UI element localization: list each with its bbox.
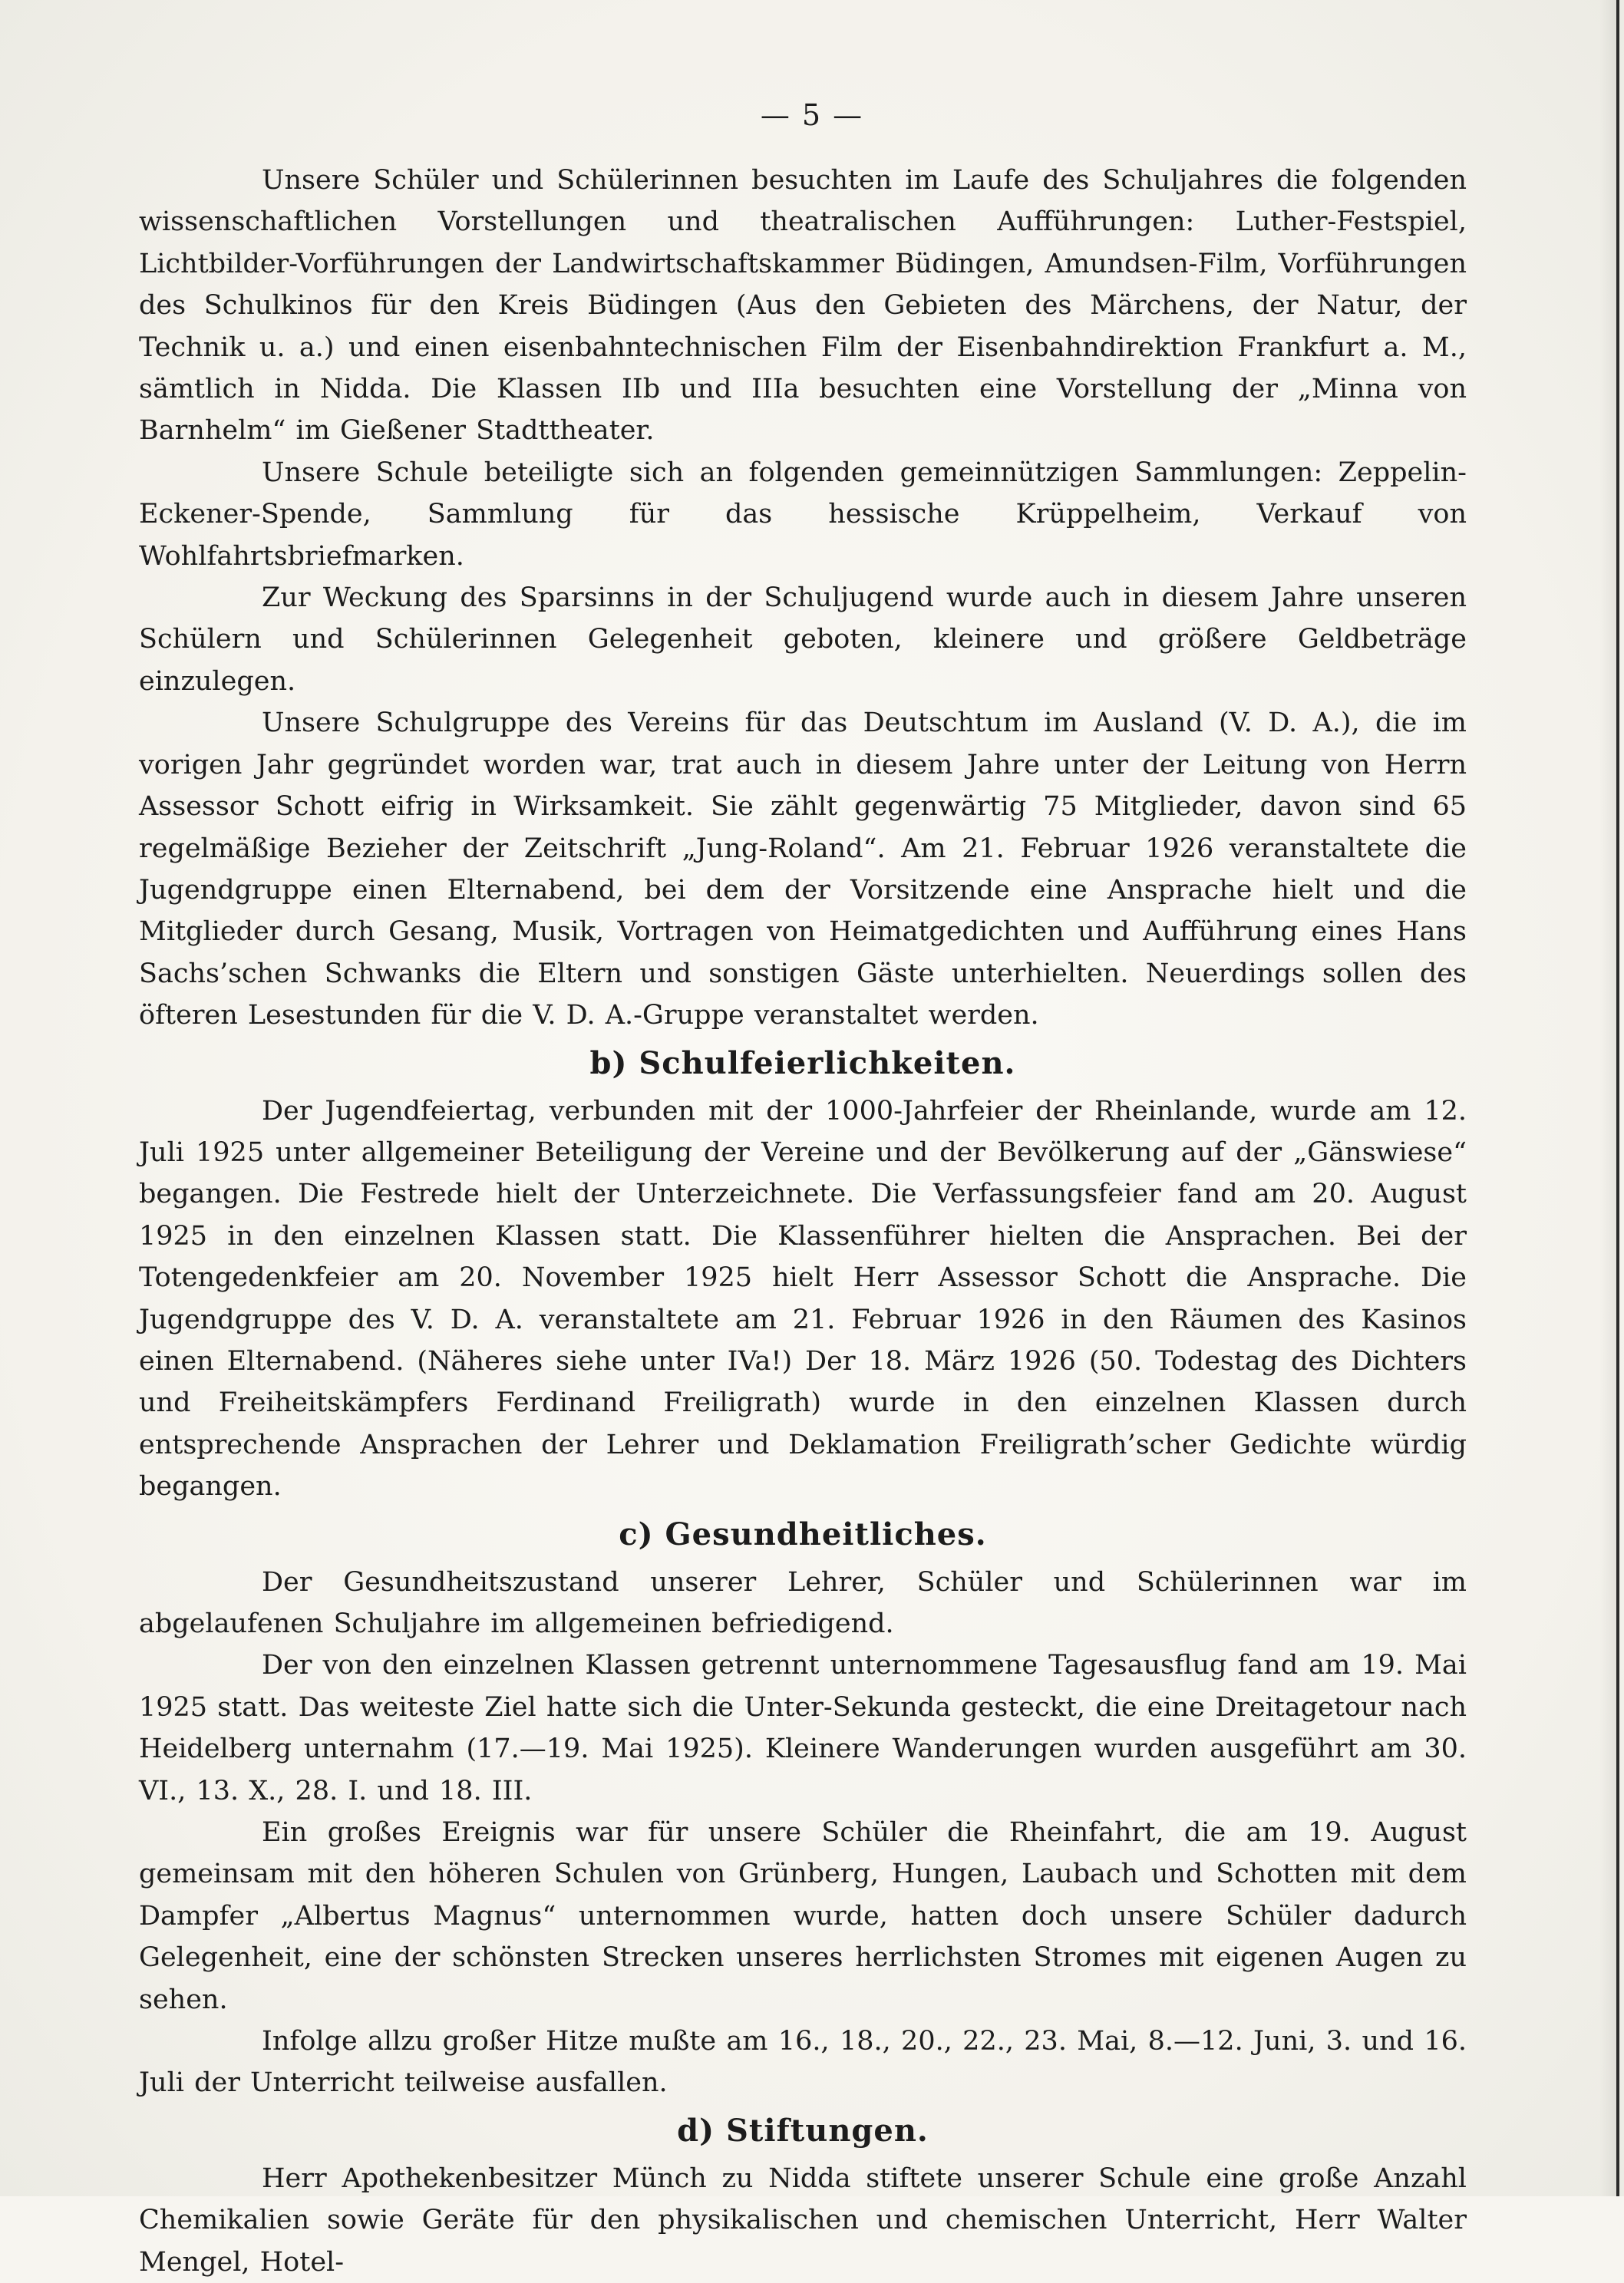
paragraph-donations: Herr Apothekenbesitzer Münch zu Nidda stiftete unserer Schule eine große Anzahl Chemikalien sowie Geräte für den physikalischen und chemischen Unterricht, Herr Walter Mengel, Hotel-	[139, 2163, 1467, 2278]
section-heading-health: c) Gesundheitliches.	[619, 1516, 987, 1552]
paragraph-performances: Unsere Schüler und Schülerinnen besuchten im Laufe des Schuljahres die folgenden wissenschaftlichen Vorstellungen und theatralischen Aufführungen: Luther-Festspiel, Lichtbilder-Vorführungen der Landwirtschaftskammer Büdingen, Amundsen-Film, Vorführungen des Schulkinos für den Kreis Büdingen (Aus den Gebieten des Märchens, der Natur, der Technik u. a.) und einen eisenbahntechnischen Film der Eisenbahndirektion Frankfurt a. M., sämtlich in Nidda. Die Klassen IIb und IIIa besuchten eine Vorstellung der „Minna von Barnhelm“ im Gießener Stadttheater.	[139, 165, 1467, 447]
page-edge-shadow	[1599, 0, 1616, 2196]
paragraph-collections: Unsere Schule beteiligte sich an folgenden gemeinnützigen Sammlungen: Zeppelin-Eckener-Spende, Sammlung für das hessische Krüppelheim, Verkauf von Wohlfahrtsbriefmarken.	[139, 457, 1467, 572]
paragraph-health: Der Gesundheitszustand unserer Lehrer, Schüler und Schülerinnen war im abgelaufenen Schuljahre im allgemeinen befriedigend.	[139, 1566, 1467, 1639]
paragraph-savings: Zur Weckung des Sparsinns in der Schuljugend wurde auch in diesem Jahre unseren Schülern und Schülerinnen Gelegenheit geboten, kleinere und größere Geldbeträge einzulegen.	[139, 582, 1467, 697]
paragraph-heat-closures: Infolge allzu großer Hitze mußte am 16., 18., 20., 22., 23. Mai, 8.—12. Juni, 3. und 16. Juli der Unterricht teilweise ausfallen.	[139, 2026, 1467, 2099]
document-body	[139, 160, 1467, 2283]
paragraph-excursions: Der von den einzelnen Klassen getrennt unternommene Tagesausflug fand am 19. Mai 1925 statt. Das weiteste Ziel hatte sich die Unter-Sekunda gesteckt, die eine Dreitagetour nach Heidelberg unternahm (17.—19. Mai 1925). Kleinere Wanderungen wurden ausgeführt am 30. VI., 13. X., 28. I. und 18. III.	[139, 1650, 1467, 1806]
paragraph-rhine-trip: Ein großes Ereignis war für unsere Schüler die Rheinfahrt, die am 19. August gemeinsam mit den höheren Schulen von Grünberg, Hungen, Laubach und Schotten mit dem Dampfer „Albertus Magnus“ unternommen wurde, hatten doch unsere Schüler dadurch Gelegenheit, eine der schönsten Strecken unseres herrlichsten Stromes mit eigenen Augen zu sehen.	[139, 1817, 1467, 2015]
section-heading-festivities: b) Schulfeierlichkeiten.	[589, 1044, 1016, 1081]
paragraph-festivities: Der Jugendfeiertag, verbunden mit der 1000-Jahrfeier der Rheinlande, wurde am 12. Juli 1925 unter allgemeiner Beteiligung der Vereine und der Bevölkerung auf der „Gänswiese“ begangen. Die Festrede hielt der Unterzeichnete. Die Verfassungsfeier fand am 20. August 1925 in den einzelnen Klassen statt. Die Klassenführer hielten die Ansprachen. Bei der Totengedenkfeier am 20. November 1925 hielt Herr Assessor Schott die Ansprache. Die Jugendgruppe des V. D. A. veranstaltete am 21. Februar 1926 in den Räumen des Kasinos einen Elternabend. (Näheres siehe unter IVa!) Der 18. März 1926 (50. Todestag des Dichters und Freiheitskämpfers Ferdinand Freiligrath) wurde in den einzelnen Klassen durch entsprechende Ansprachen der Lehrer und Deklamation Freiligrath’scher Gedichte würdig begangen.	[139, 1095, 1467, 1503]
page-number: — 5 —	[760, 98, 864, 132]
page-edge	[1616, 0, 1619, 2196]
paragraph-vda-group: Unsere Schulgruppe des Vereins für das Deutschtum im Ausland (V. D. A.), die im vorigen Jahr gegründet worden war, trat auch in diesem Jahre unter der Leitung von Herrn Assessor Schott eifrig in Wirksamkeit. Sie zählt gegenwärtig 75 Mitglieder, davon sind 65 regelmäßige Bezieher der Zeitschrift „Jung-Roland“. Am 21. Februar 1926 veranstaltete die Jugendgruppe einen Elternabend, bei dem der Vorsitzende eine Ansprache hielt und die Mitglieder durch Gesang, Musik, Vortragen von Heimatgedichten und Aufführung eines Hans Sachs’schen Schwanks die Eltern und sonstigen Gäste unterhielten. Neuerdings sollen des öfteren Lesestunden für die V. D. A.-Gruppe veranstaltet werden.	[139, 708, 1467, 1031]
section-heading-donations: d) Stiftungen.	[677, 2112, 929, 2149]
